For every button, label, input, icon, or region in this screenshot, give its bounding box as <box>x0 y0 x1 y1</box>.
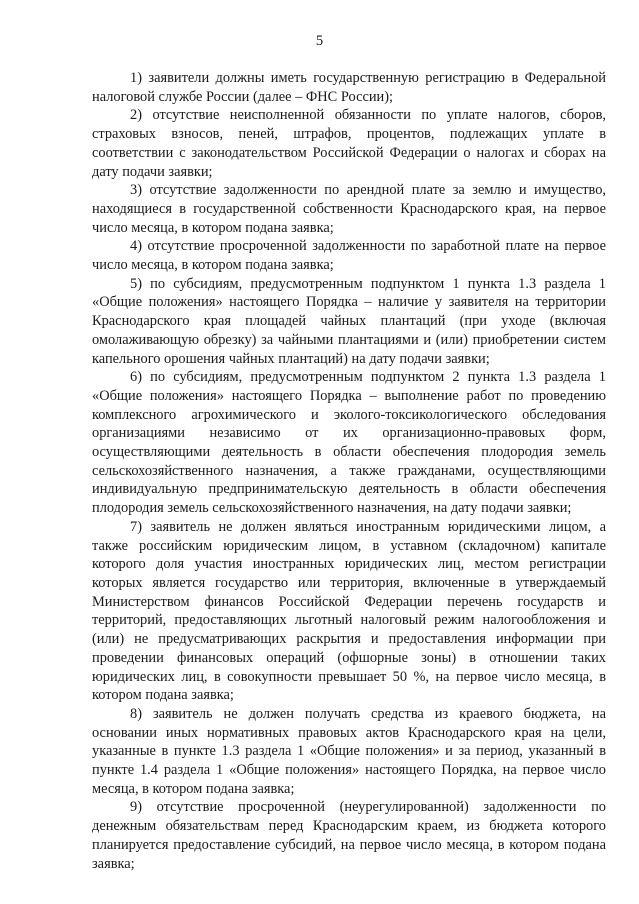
paragraph-item-7: 7) заявитель не должен являться иностранным юридическими лицом, а также российским юридическим лицом, в уставном (складочном) капитале которого доля участия иностранных юридических лиц, местом регистрации которых является государство или территория, включенные в утверждаемый Министерством финансов Российской Федерации перечень государств и территорий, предоставляющих льготный налоговый режим налогообложения и (или) не предусматривающих раскрытия и предоставления информации при проведении финансовых операций (офшорные зоны) в отношении таких юридических лиц, в совокупности превышает 50 %, на первое число месяца, в котором подана заявка; <box>92 518 606 704</box>
paragraph-item-4: 4) отсутствие просроченной задолженности по заработной плате на первое число месяца, в котором подана заявка; <box>92 238 606 274</box>
paragraph-item-2: 2) отсутствие неисполненной обязанности по уплате налогов, сборов, страховых взносов, пеней, штрафов, процентов, подлежащих уплате в соответствии с законодательством Российской Федерации о налогах и сборах на дату подачи заявки; <box>92 107 606 180</box>
paragraph-item-8: 8) заявитель не должен получать средства из краевого бюджета, на основании иных нормативных правовых актов Краснодарского края на цели, указанные в пункте 1.3 раздела 1 «Общие положения» и за период, указанный в пункте 1.4 раздела 1 «Общие положения» настоящего Порядка, на первое число месяца, в котором подана заявка; <box>92 705 606 797</box>
page-number: 5 <box>315 33 324 49</box>
paragraph-item-6: 6) по субсидиям, предусмотренным подпунктом 2 пункта 1.3 раздела 1 «Общие положения» настоящего Порядка – выполнение работ по проведению комплексного агрохимического и эколого-токсикологического обследования организациями независимо от их организационно-правовых форм, осуществляющими деятельность в области обеспечения плодородия земель сельскохозяйственного назначения, а также гражданами, осуществляющими индивидуальную предпринимательскую деятельность в области обеспечения плодородия земель сельскохозяйственного назначения, на дату подачи заявки; <box>92 369 606 517</box>
paragraph-item-1: 1) заявители должны иметь государственную регистрацию в Федеральной налоговой службе России (далее – ФНС России); <box>92 70 606 105</box>
paragraph-item-5: 5) по субсидиям, предусмотренным подпунктом 1 пункта 1.3 раздела 1 «Общие положения» настоящего Порядка – наличие у заявителя на территории Краснодарского края площадей чайных плантаций (при уходе (включая омолаживающую обрезку) за чайными плантациями и (или) приобретении систем капельного орошения чайных плантаций) на дату подачи заявки; <box>92 275 606 367</box>
document-body <box>92 69 606 873</box>
paragraph-item-9: 9) отсутствие просроченной (неурегулированной) задолженности по денежным обязательствам перед Краснодарским краем, из бюджета которого планируется предоставление субсидий, на первое число месяца, в котором подана заявка; <box>92 799 606 872</box>
paragraph-item-3: 3) отсутствие задолженности по арендной плате за землю и имущество, находящиеся в государственной собственности Краснодарского края, на первое число месяца, в котором подана заявка; <box>92 182 606 236</box>
